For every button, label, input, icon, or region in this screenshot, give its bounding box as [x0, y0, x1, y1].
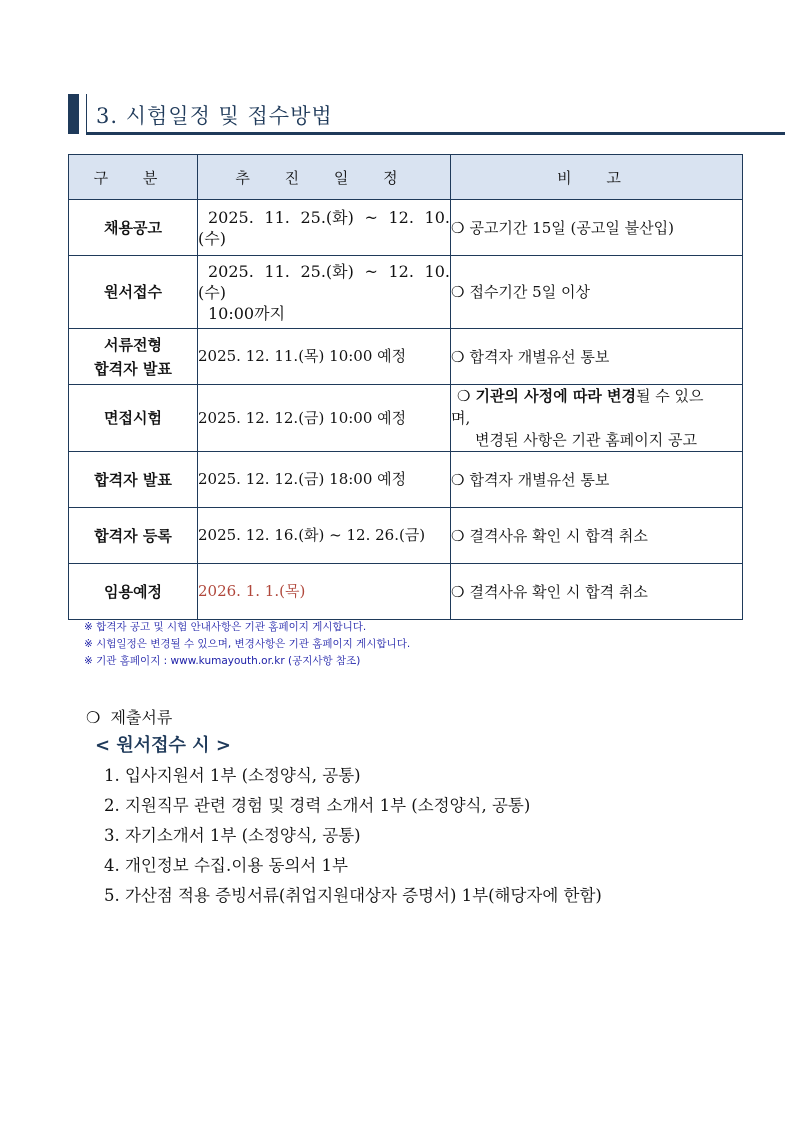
bullet-icon: ❍: [451, 470, 465, 489]
row-category: 채용공고: [69, 200, 198, 256]
row-date: 2026. 1. 1.(목): [198, 564, 451, 620]
list-item: 2. 지원직무 관련 경험 및 경력 소개서 1부 (소정양식, 공통): [104, 796, 531, 815]
footnote: ※ 합격자 공고 및 시험 안내사항은 기관 홈페이지 게시합니다.: [84, 621, 367, 633]
bullet-icon: ❍: [451, 347, 465, 366]
documents-section: [86, 705, 602, 911]
documents-list: [86, 761, 602, 911]
footnote: ※ 시험일정은 변경될 수 있으며, 변경사항은 기관 홈페이지 게시합니다.: [84, 638, 411, 650]
section-header: [68, 94, 785, 136]
schedule-table: [68, 154, 743, 620]
header-schedule: 추 진 일 정: [198, 155, 451, 200]
documents-title: ❍ 제출서류: [86, 708, 173, 727]
table-row: [69, 256, 743, 329]
table-header-row: [69, 155, 743, 200]
row-date: 2025. 12. 16.(화) ~ 12. 26.(금): [198, 508, 451, 564]
bullet-icon: ❍: [86, 708, 101, 727]
section-title: 3. 시험일정 및 접수방법: [96, 104, 333, 128]
row-category: 합격자 등록: [69, 508, 198, 564]
header-category: 구 분: [69, 155, 198, 200]
bullet-icon: ❍: [451, 526, 465, 545]
bullet-icon: ❍: [451, 582, 465, 601]
section-accent-bar: [68, 94, 79, 134]
list-item: 5. 가산점 적용 증빙서류(취업지원대상자 증명서) 1부(해당자에 한함): [104, 886, 602, 905]
footnotes: [84, 619, 410, 670]
row-note: ❍ 기관의 사정에 따라 변경될 수 있으 며, 변경된 사항은 기관 홈페이지 공고: [451, 385, 743, 452]
bullet-icon: ❍: [451, 283, 465, 301]
section-underline: [86, 132, 785, 135]
bullet-icon: ❍: [457, 387, 471, 405]
documents-subtitle: < 원서접수 시 >: [95, 735, 231, 756]
list-item: 4. 개인정보 수집․이용 동의서 1부: [104, 856, 348, 875]
footnote: ※ 기관 홈페이지 : www.kumayouth.or.kr (공지사항 참조): [84, 655, 361, 667]
section-divider: [86, 94, 87, 134]
row-category: 원서접수: [69, 256, 198, 329]
list-item: 3. 자기소개서 1부 (소정양식, 공통): [104, 826, 361, 845]
row-note: ❍ 합격자 개별유선 통보: [451, 452, 743, 508]
row-note: ❍ 공고기간 15일 (공고일 불산입): [451, 200, 743, 256]
list-item: 1. 입사지원서 1부 (소정양식, 공통): [104, 766, 361, 785]
row-note: ❍ 결격사유 확인 시 합격 취소: [451, 564, 743, 620]
row-date: 2025. 12. 12.(금) 10:00 예정: [198, 385, 451, 452]
bullet-icon: ❍: [451, 218, 465, 237]
row-date: 2025. 11. 25.(화) ~ 12. 10. (수): [198, 200, 451, 256]
table-row: [69, 564, 743, 620]
header-remarks: 비 고: [451, 155, 743, 200]
table-row: [69, 452, 743, 508]
row-category: 서류전형 합격자 발표: [69, 329, 198, 385]
row-category: 면접시험: [69, 385, 198, 452]
row-category: 합격자 발표: [69, 452, 198, 508]
table-row: [69, 508, 743, 564]
table-row: [69, 385, 743, 452]
row-date: 2025. 11. 25.(화) ~ 12. 10. (수) 10:00까지: [198, 256, 451, 329]
row-note: ❍ 합격자 개별유선 통보: [451, 329, 743, 385]
row-note: ❍ 결격사유 확인 시 합격 취소: [451, 508, 743, 564]
table-row: [69, 200, 743, 256]
row-category: 임용예정: [69, 564, 198, 620]
table-row: [69, 329, 743, 385]
row-date: 2025. 12. 12.(금) 18:00 예정: [198, 452, 451, 508]
row-note: ❍ 접수기간 5일 이상: [451, 256, 743, 329]
row-date: 2025. 12. 11.(목) 10:00 예정: [198, 329, 451, 385]
